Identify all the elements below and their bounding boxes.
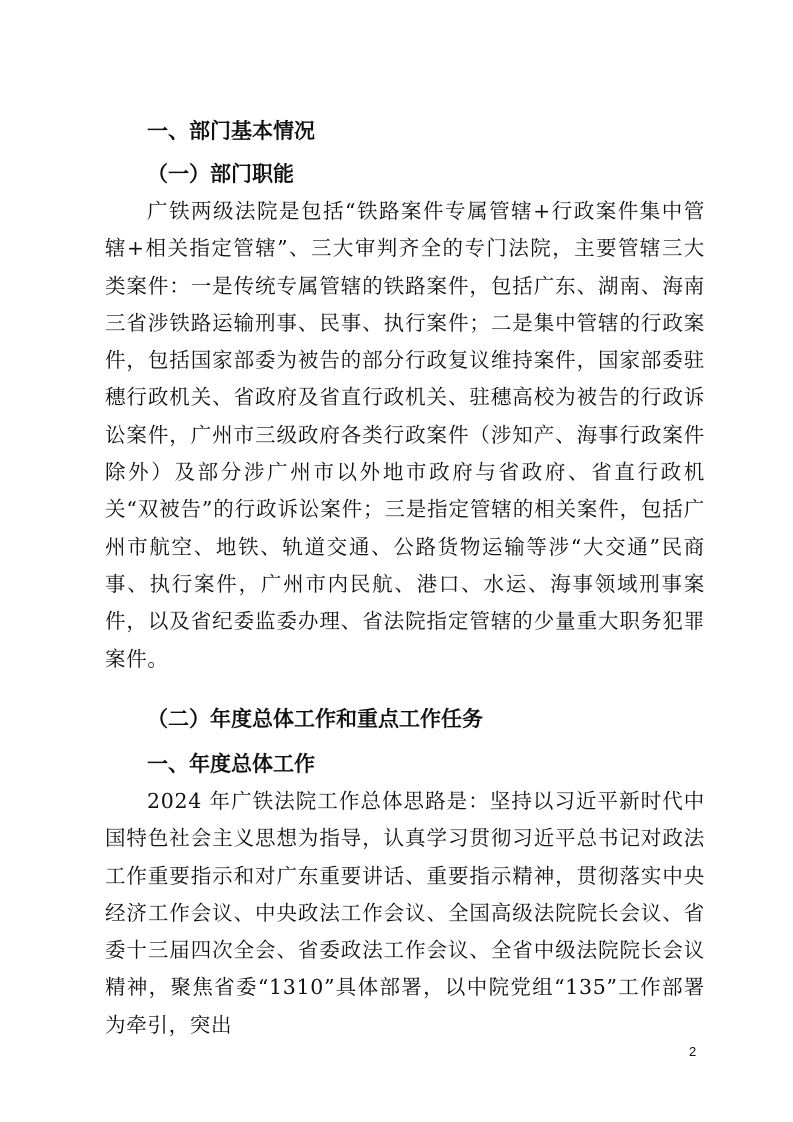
subsection-heading-annual-overall-work: 一、年度总体工作: [147, 752, 315, 776]
paragraph-annual-overall-work: 2024 年广铁法院工作总体思路是：坚持以习近平新时代中国特色社会主义思想为指导，认真学习贯彻习近平总书记对政法工作重要指示和对广东重要讲话、重要指示精神，贯彻落实中央经济工作会议、中央政法工作会议、全国高级法院院长会议、省委十三届四次全会、省委政法工作会议、全省中级法院院长会议精神，聚焦省委“1310”具体部署，以中院党组“135”工作部署为牵引，突出: [105, 789, 705, 1037]
section-heading-department-basics: 一、部门基本情况: [147, 119, 315, 143]
paragraph-department-functions: 广铁两级法院是包括“铁路案件专属管辖+行政案件集中管辖+相关指定管辖”、三大审判齐全的专门法院，主要管辖三大类案件：一是传统专属管辖的铁路案件，包括广东、湖南、海南三省涉铁路运输刑事、民事、执行案件；二是集中管辖的行政案件，包括国家部委为被告的部分行政复议维持案件，国家部委驻穗行政机关、省政府及省直行政机关、驻穗高校为被告的行政诉讼案件，广州市三级政府各类行政案件（涉知产、海事行政案件除外）及部分涉广州市以外地市政府与省政府、省直行政机关“双被告”的行政诉讼案件；三是指定管辖的相关案件，包括广州市航空、地铁、轨道交通、公路货物运输等涉“大交通”民商事、执行案件，广州市内民航、港口、水运、海事领域刑事案件，以及省纪委监委办理、省法院指定管辖的少量重大职务犯罪案件。: [105, 199, 705, 671]
page-number: 2: [689, 1044, 697, 1059]
section-heading-annual-work: （二）年度总体工作和重点工作任务: [147, 707, 483, 731]
section-heading-department-functions: （一）部门职能: [147, 162, 294, 186]
